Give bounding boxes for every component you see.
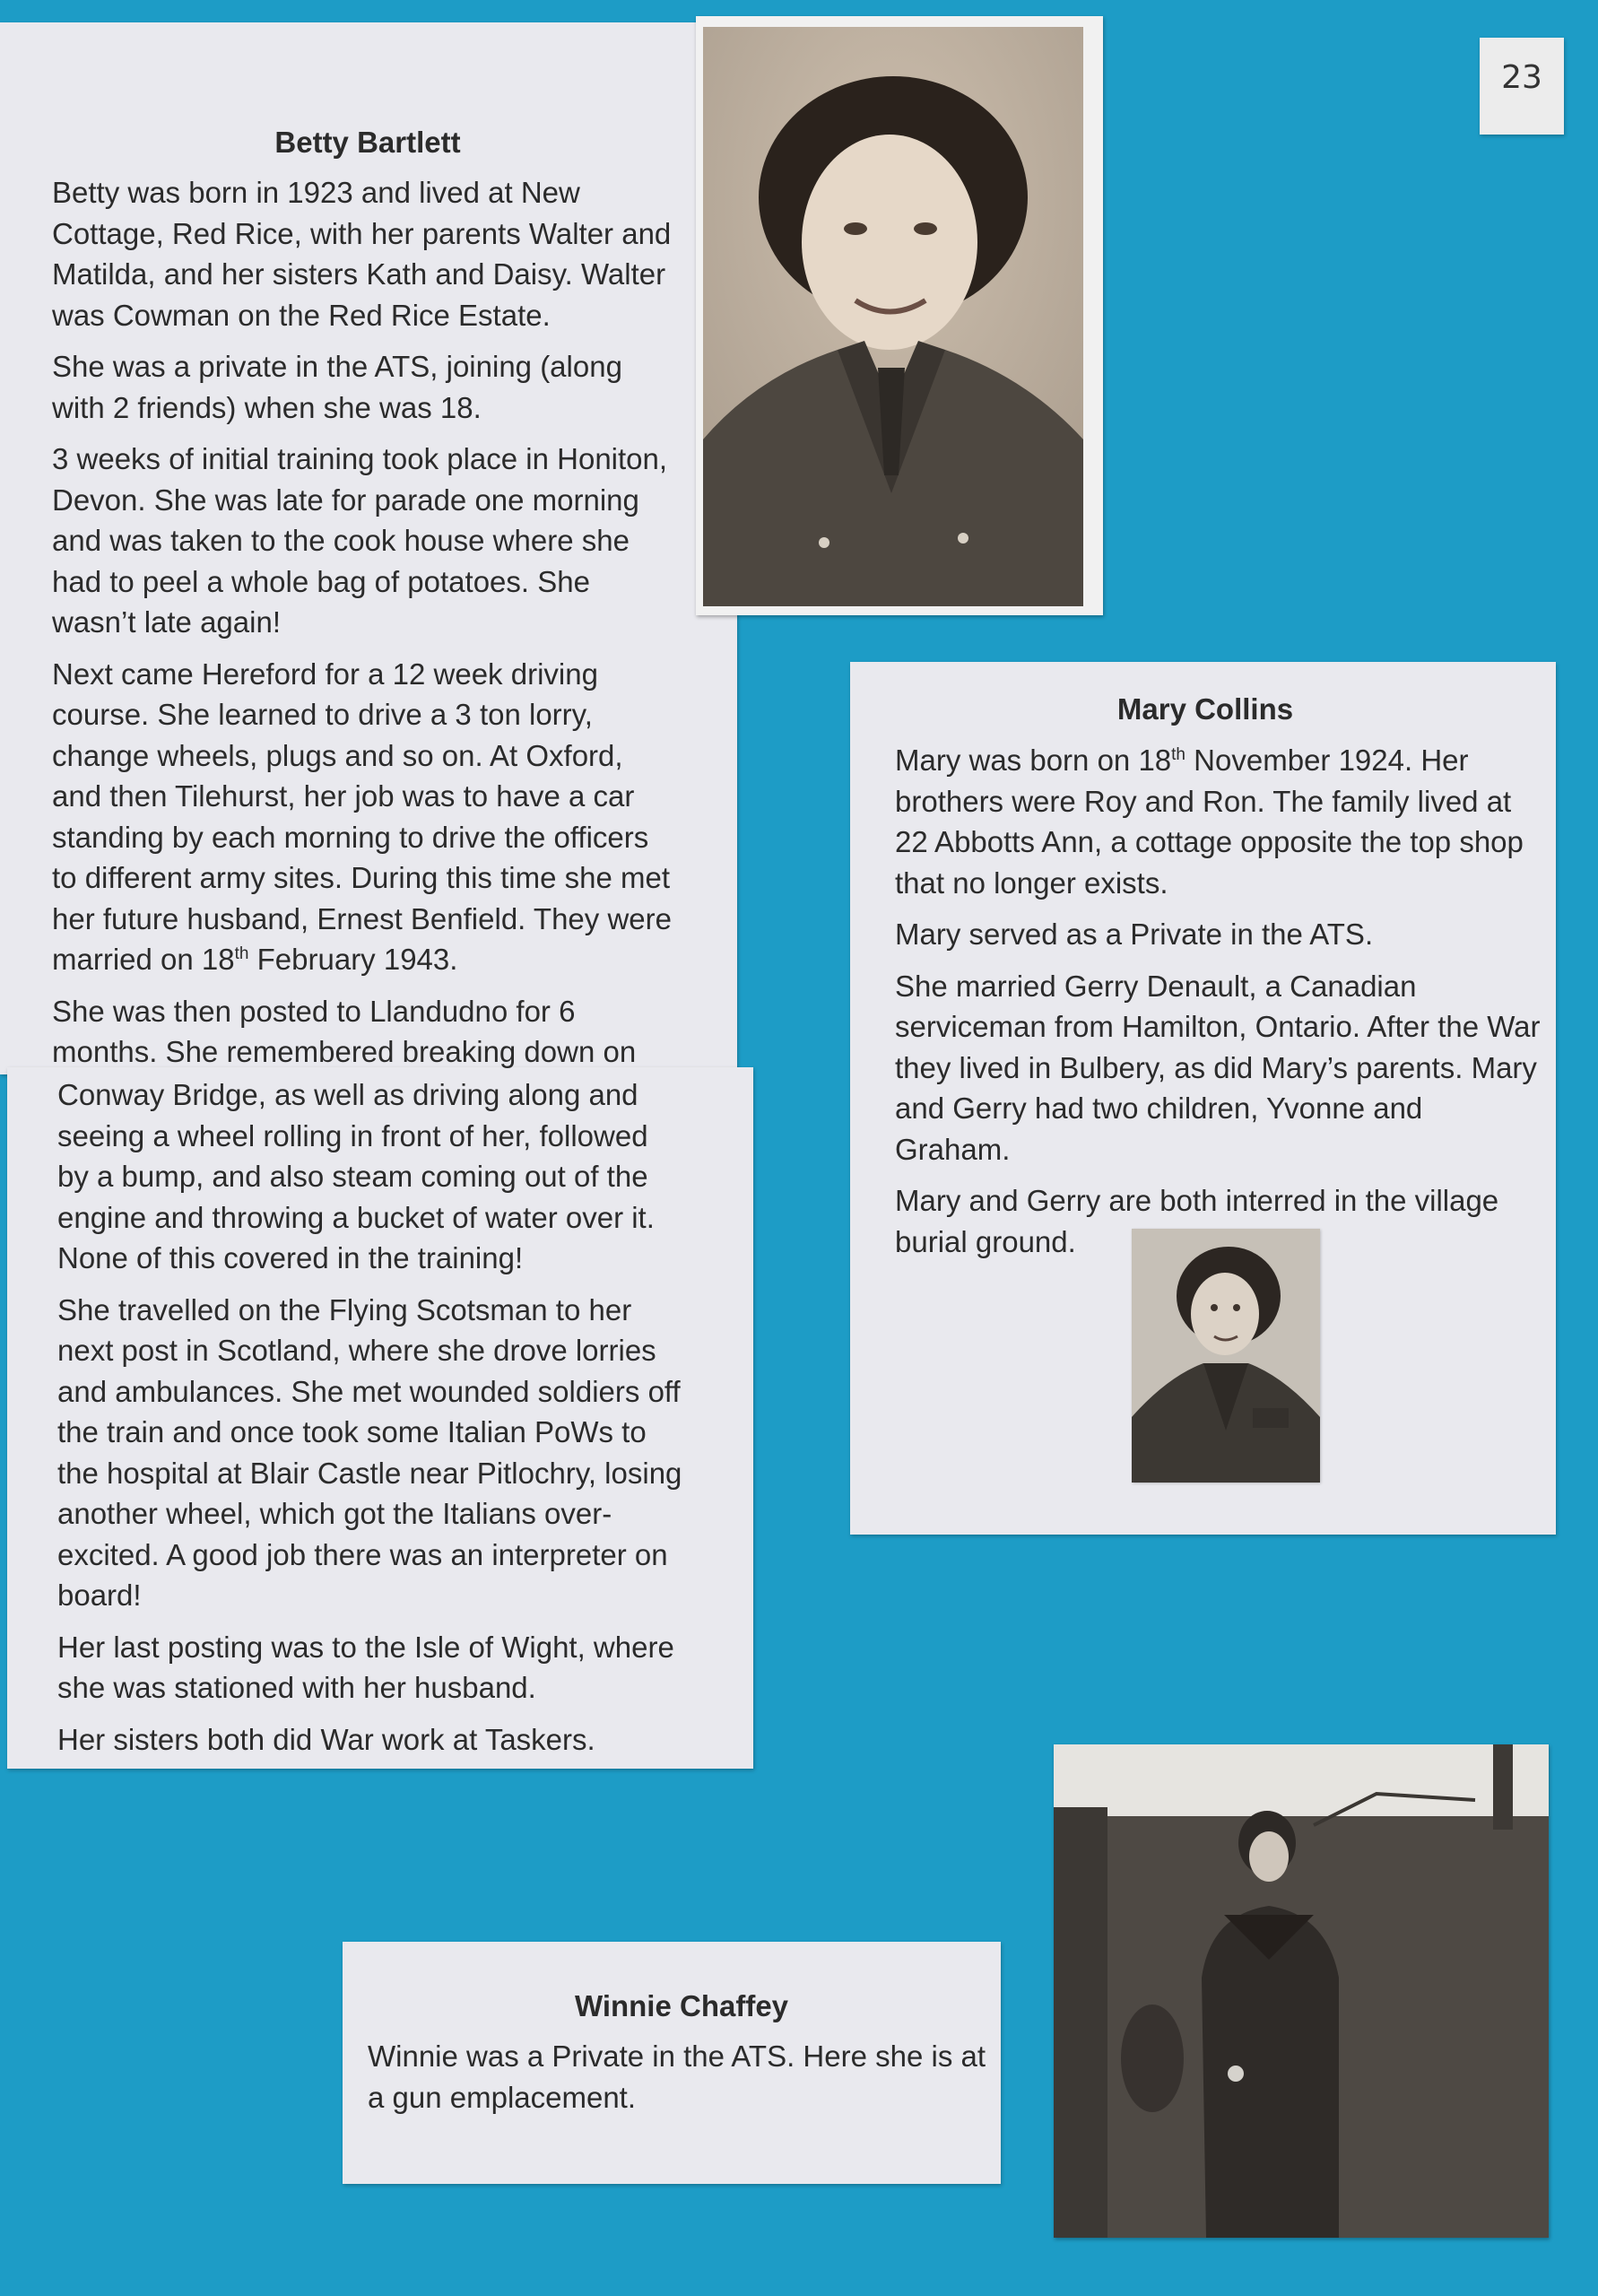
winnie-title: Winnie Chaffey [574, 1989, 789, 2022]
mary-paragraph-3: She married Gerry Denault, a Canadian serviceman from Hamilton, Ontario. After the War they lived in Bulbery, as did Mary’s parents. Mary and Gerry had two children, Yvonne and Graham. [895, 969, 1541, 1166]
mary-portrait-photo [1132, 1229, 1320, 1483]
betty-text-top [52, 172, 680, 1083]
betty-paragraph-3: 3 weeks of initial training took place in Honiton, Devon. She was late for parade one morning and was taken to the cook house where she had to peel a whole bag of potatoes. She wasn’t late again! [52, 442, 668, 639]
betty-title: Betty Bartlett [274, 126, 461, 159]
winnie-gun-emplacement-photo [1054, 1744, 1549, 2238]
betty-paragraph-4 [52, 654, 680, 980]
mary-paragraph-1 [895, 740, 1541, 903]
mary-paragraph-1-a: Mary was born on 18 [895, 744, 1172, 777]
page-number: 23 [1480, 38, 1564, 135]
winnie-paragraph: Winnie was a Private in the ATS. Here she is at a gun emplacement. [368, 2039, 986, 2114]
mary-paragraph-2: Mary served as a Private in the ATS. [895, 918, 1374, 951]
betty-paragraph-5: She was then posted to Llandudno for 6 months. She remembered breaking down on [52, 994, 637, 1068]
mary-paragraph-4: Mary and Gerry are both interred in the village burial ground. [895, 1184, 1499, 1258]
betty-portrait-photo [703, 27, 1083, 606]
mary-title: Mary Collins [1116, 692, 1294, 726]
mary-text [895, 740, 1541, 1273]
betty-paragraph-7: She travelled on the Flying Scotsman to her next post in Scotland, where she drove lorries and ambulances. She met wounded soldiers off the train and once took some Italian PoWs to the hospital at Blair Castle near Pitlochry, losing another wheel, which got the Italians over-excited. A good job there was an interpreter on board! [57, 1292, 682, 1612]
betty-paragraph-1: Betty was born in 1923 and lived at New Cottage, Red Rice, with her parents Walter and Matilda, and her sisters Kath and Daisy. Walter was Cowman on the Red Rice Estate. [52, 176, 672, 332]
mary-paragraph-1-b: November 1924. Her brothers were Roy and Ron. The family lived at 22 Abbotts Ann, a cottage opposite the top shop that no longer exists. [895, 744, 1524, 900]
betty-paragraph-6: Conway Bridge, as well as driving along and seeing a wheel rolling in front of her, followed by a bump, and also steam coming out of the engine and throwing a bucket of water over it. None of this covered in the training! [57, 1078, 655, 1274]
betty-paragraph-9: Her sisters both did War work at Taskers. [57, 1722, 595, 1756]
winnie-text [368, 2036, 995, 2128]
betty-text-bottom [57, 1074, 685, 1770]
betty-paragraph-2: She was a private in the ATS, joining (along with 2 friends) when she was 18. [52, 350, 622, 424]
betty-paragraph-4-sup: th [234, 944, 249, 963]
betty-paragraph-8: Her last posting was to the Isle of Wight, where she was stationed with her husband. [57, 1630, 674, 1704]
mary-paragraph-1-sup: th [1171, 745, 1186, 764]
betty-paragraph-4-text: Next came Hereford for a 12 week driving course. She learned to drive a 3 ton lorry, change wheels, plugs and so on. At Oxford, and then Tilehurst, her job was to have a car standing by each morning to drive the officers to different army sites. During this time she met her future husband, Ernest Benfield. They were married on 18 [52, 657, 672, 976]
betty-paragraph-4-end: February 1943. [248, 943, 458, 976]
